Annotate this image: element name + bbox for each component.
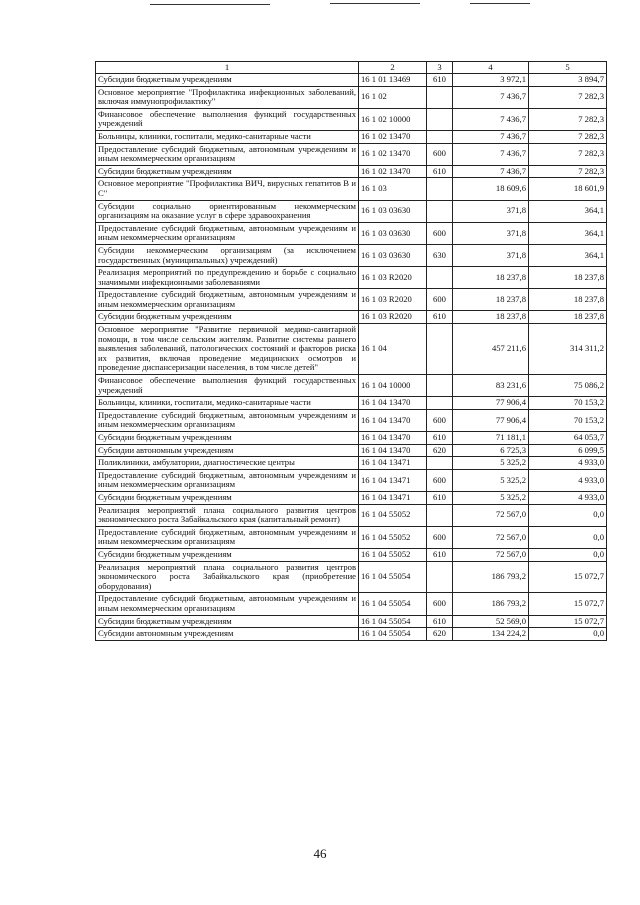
row-name-cell: Предоставление субсидий бюджетным, автономным учреждениям и иным некоммерческим организациям [96, 409, 359, 431]
row-vr-cell: 600 [427, 143, 453, 165]
row-code-cell: 16 1 04 13470 [359, 397, 427, 410]
row-name-cell: Основное мероприятие "Профилактика инфекционных заболеваний, включая иммунопрофилактику" [96, 86, 359, 108]
row-value-2021-cell: 77 906,4 [453, 397, 529, 410]
row-value-2022-cell: 4 933,0 [529, 469, 607, 491]
table-row [96, 491, 607, 504]
table-row [96, 324, 607, 375]
table-row [96, 244, 607, 266]
row-code-cell: 16 1 04 13471 [359, 491, 427, 504]
row-value-2021-cell: 72 567,0 [453, 548, 529, 561]
row-value-2022-cell: 15 072,7 [529, 615, 607, 628]
row-value-2022-cell: 364,1 [529, 244, 607, 266]
header-row [96, 62, 607, 74]
row-value-2021-cell: 7 436,7 [453, 130, 529, 143]
row-code-cell: 16 1 03 R2020 [359, 267, 427, 289]
row-code-cell: 16 1 03 03630 [359, 244, 427, 266]
table-row [96, 444, 607, 457]
row-name-cell: Реализация мероприятий плана социального развития центров экономического роста Забайкальского края (капитальный ремонт) [96, 504, 359, 526]
row-vr-cell [427, 130, 453, 143]
row-name-cell: Субсидии автономным учреждениям [96, 628, 359, 641]
table-row [96, 165, 607, 178]
row-value-2022-cell: 7 282,3 [529, 143, 607, 165]
row-value-2021-cell: 72 567,0 [453, 526, 529, 548]
table-row [96, 457, 607, 470]
row-code-cell: 16 1 04 13471 [359, 457, 427, 470]
row-value-2022-cell: 7 282,3 [529, 130, 607, 143]
table-row [96, 74, 607, 87]
row-code-cell: 16 1 04 55054 [359, 628, 427, 641]
row-vr-cell: 620 [427, 444, 453, 457]
row-name-cell: Субсидии социально ориентированным некоммерческим организациям на оказание услуг в сфере здравоохранения [96, 200, 359, 222]
row-value-2021-cell: 7 436,7 [453, 143, 529, 165]
row-value-2022-cell: 75 086,2 [529, 375, 607, 397]
row-vr-cell [427, 86, 453, 108]
row-value-2021-cell: 457 211,6 [453, 324, 529, 375]
row-vr-cell [427, 324, 453, 375]
table-row [96, 548, 607, 561]
header-cell: 3 [427, 62, 453, 74]
row-vr-cell: 610 [427, 491, 453, 504]
row-vr-cell [427, 178, 453, 200]
row-code-cell: 16 1 04 13470 [359, 432, 427, 445]
row-value-2021-cell: 6 725,3 [453, 444, 529, 457]
row-value-2021-cell: 71 181,1 [453, 432, 529, 445]
row-name-cell: Основное мероприятие "Профилактика ВИЧ, вирусных гепатитов В и С" [96, 178, 359, 200]
row-value-2022-cell: 364,1 [529, 222, 607, 244]
row-value-2021-cell: 5 325,2 [453, 457, 529, 470]
row-vr-cell: 600 [427, 409, 453, 431]
row-name-cell: Предоставление субсидий бюджетным, автономным учреждениям и иным некоммерческим организациям [96, 469, 359, 491]
table-row [96, 143, 607, 165]
table-row [96, 469, 607, 491]
table-body [96, 74, 607, 641]
table-row [96, 311, 607, 324]
row-vr-cell: 600 [427, 289, 453, 311]
row-value-2021-cell: 77 906,4 [453, 409, 529, 431]
row-vr-cell: 610 [427, 165, 453, 178]
row-vr-cell: 610 [427, 311, 453, 324]
scan-mark [470, 3, 530, 4]
row-code-cell: 16 1 03 03630 [359, 200, 427, 222]
row-code-cell: 16 1 01 13469 [359, 74, 427, 87]
row-value-2022-cell: 7 282,3 [529, 108, 607, 130]
row-name-cell: Предоставление субсидий бюджетным, автономным учреждениям и иным некоммерческим организациям [96, 289, 359, 311]
scan-mark [150, 4, 270, 5]
row-code-cell: 16 1 03 [359, 178, 427, 200]
row-vr-cell [427, 267, 453, 289]
row-value-2021-cell: 5 325,2 [453, 469, 529, 491]
row-name-cell: Больницы, клиники, госпитали, медико-санитарные части [96, 130, 359, 143]
row-vr-cell: 600 [427, 222, 453, 244]
header-cell: 4 [453, 62, 529, 74]
row-value-2022-cell: 64 053,7 [529, 432, 607, 445]
row-name-cell: Предоставление субсидий бюджетным, автономным учреждениям и иным некоммерческим организациям [96, 593, 359, 615]
row-value-2021-cell: 52 569,0 [453, 615, 529, 628]
row-code-cell: 16 1 02 13470 [359, 130, 427, 143]
table-row [96, 289, 607, 311]
row-vr-cell: 600 [427, 526, 453, 548]
row-value-2022-cell: 0,0 [529, 628, 607, 641]
table-row [96, 615, 607, 628]
row-value-2022-cell: 7 282,3 [529, 86, 607, 108]
row-value-2022-cell: 18 237,8 [529, 289, 607, 311]
row-vr-cell [427, 561, 453, 593]
budget-table [95, 61, 607, 641]
row-name-cell: Финансовое обеспечение выполнения функций государственных учреждений [96, 108, 359, 130]
table-row [96, 375, 607, 397]
row-value-2022-cell: 18 237,8 [529, 267, 607, 289]
table-row [96, 130, 607, 143]
row-value-2022-cell: 3 894,7 [529, 74, 607, 87]
row-code-cell: 16 1 04 55052 [359, 526, 427, 548]
row-name-cell: Субсидии бюджетным учреждениям [96, 311, 359, 324]
row-name-cell: Предоставление субсидий бюджетным, автономным учреждениям и иным некоммерческим организациям [96, 143, 359, 165]
row-name-cell: Субсидии автономным учреждениям [96, 444, 359, 457]
row-name-cell: Реализация мероприятий плана социального развития центров экономического роста Забайкальского края (приобретение оборудования) [96, 561, 359, 593]
row-code-cell: 16 1 03 03630 [359, 222, 427, 244]
header-cell: 5 [529, 62, 607, 74]
row-value-2022-cell: 0,0 [529, 526, 607, 548]
row-value-2022-cell: 314 311,2 [529, 324, 607, 375]
row-value-2021-cell: 18 237,8 [453, 267, 529, 289]
row-value-2021-cell: 371,8 [453, 200, 529, 222]
row-value-2021-cell: 186 793,2 [453, 593, 529, 615]
row-value-2021-cell: 7 436,7 [453, 86, 529, 108]
row-name-cell: Субсидии бюджетным учреждениям [96, 615, 359, 628]
row-vr-cell [427, 108, 453, 130]
row-name-cell: Больницы, клиники, госпитали, медико-санитарные части [96, 397, 359, 410]
row-code-cell: 16 1 04 55054 [359, 561, 427, 593]
row-code-cell: 16 1 02 10000 [359, 108, 427, 130]
row-value-2022-cell: 364,1 [529, 200, 607, 222]
row-value-2022-cell: 70 153,2 [529, 397, 607, 410]
row-code-cell: 16 1 04 55052 [359, 504, 427, 526]
row-vr-cell [427, 457, 453, 470]
row-code-cell: 16 1 04 13470 [359, 444, 427, 457]
row-code-cell: 16 1 04 55052 [359, 548, 427, 561]
header-cell: 2 [359, 62, 427, 74]
table-row [96, 432, 607, 445]
row-value-2022-cell: 7 282,3 [529, 165, 607, 178]
row-name-cell: Основное мероприятие "Развитие первичной медико-санитарной помощи, в том числе сельским жителям. Развитие системы раннего выявления заболеваний, патологических состояний и факторов риска их развития, включая проведение медицинских осмотров и проведение диспансеризации населения, в том числе детей" [96, 324, 359, 375]
row-vr-cell [427, 397, 453, 410]
row-vr-cell: 630 [427, 244, 453, 266]
row-code-cell: 16 1 04 10000 [359, 375, 427, 397]
row-code-cell: 16 1 02 [359, 86, 427, 108]
row-value-2022-cell: 18 237,8 [529, 311, 607, 324]
row-code-cell: 16 1 04 13470 [359, 409, 427, 431]
row-value-2022-cell: 15 072,7 [529, 593, 607, 615]
row-name-cell: Поликлиники, амбулатории, диагностические центры [96, 457, 359, 470]
row-vr-cell [427, 200, 453, 222]
row-value-2022-cell: 4 933,0 [529, 491, 607, 504]
row-value-2022-cell: 6 099,5 [529, 444, 607, 457]
header-cell: 1 [96, 62, 359, 74]
row-vr-cell: 600 [427, 469, 453, 491]
table-row [96, 222, 607, 244]
row-value-2022-cell: 4 933,0 [529, 457, 607, 470]
row-name-cell: Субсидии бюджетным учреждениям [96, 74, 359, 87]
row-name-cell: Предоставление субсидий бюджетным, автономным учреждениям и иным некоммерческим организациям [96, 222, 359, 244]
row-value-2022-cell: 70 153,2 [529, 409, 607, 431]
row-code-cell: 16 1 04 55054 [359, 593, 427, 615]
row-vr-cell [427, 375, 453, 397]
row-value-2022-cell: 0,0 [529, 548, 607, 561]
row-value-2022-cell: 0,0 [529, 504, 607, 526]
row-name-cell: Реализация мероприятий по предупреждению и борьбе с социально значимыми инфекционными заболеваниями [96, 267, 359, 289]
row-name-cell: Субсидии бюджетным учреждениям [96, 165, 359, 178]
row-vr-cell [427, 504, 453, 526]
row-code-cell: 16 1 04 55054 [359, 615, 427, 628]
row-code-cell: 16 1 02 13470 [359, 143, 427, 165]
row-value-2021-cell: 5 325,2 [453, 491, 529, 504]
row-value-2021-cell: 18 237,8 [453, 311, 529, 324]
row-code-cell: 16 1 03 R2020 [359, 289, 427, 311]
table-row [96, 526, 607, 548]
table-row [96, 628, 607, 641]
table-row [96, 200, 607, 222]
row-value-2022-cell: 18 601,9 [529, 178, 607, 200]
row-name-cell: Финансовое обеспечение выполнения функций государственных учреждений [96, 375, 359, 397]
row-vr-cell: 610 [427, 74, 453, 87]
table-row [96, 108, 607, 130]
row-code-cell: 16 1 04 [359, 324, 427, 375]
row-value-2021-cell: 371,8 [453, 244, 529, 266]
row-value-2021-cell: 72 567,0 [453, 504, 529, 526]
row-code-cell: 16 1 04 13471 [359, 469, 427, 491]
row-code-cell: 16 1 03 R2020 [359, 311, 427, 324]
table-row [96, 86, 607, 108]
row-name-cell: Субсидии бюджетным учреждениям [96, 432, 359, 445]
row-value-2021-cell: 18 609,6 [453, 178, 529, 200]
scan-mark [330, 3, 420, 4]
row-value-2021-cell: 3 972,1 [453, 74, 529, 87]
table-row [96, 593, 607, 615]
row-vr-cell: 610 [427, 548, 453, 561]
row-code-cell: 16 1 02 13470 [359, 165, 427, 178]
table-row [96, 504, 607, 526]
table-row [96, 561, 607, 593]
table-row [96, 267, 607, 289]
table-row [96, 397, 607, 410]
row-value-2021-cell: 7 436,7 [453, 165, 529, 178]
row-name-cell: Субсидии бюджетным учреждениям [96, 548, 359, 561]
row-value-2021-cell: 186 793,2 [453, 561, 529, 593]
row-value-2021-cell: 83 231,6 [453, 375, 529, 397]
row-vr-cell: 600 [427, 593, 453, 615]
row-value-2021-cell: 371,8 [453, 222, 529, 244]
table-row [96, 178, 607, 200]
row-name-cell: Субсидии некоммерческим организациям (за исключением государственных (муниципальных) учреждений) [96, 244, 359, 266]
row-vr-cell: 610 [427, 432, 453, 445]
row-name-cell: Субсидии бюджетным учреждениям [96, 491, 359, 504]
page-number: 46 [313, 846, 327, 861]
row-value-2021-cell: 7 436,7 [453, 108, 529, 130]
row-vr-cell: 620 [427, 628, 453, 641]
row-vr-cell: 610 [427, 615, 453, 628]
table-row [96, 409, 607, 431]
row-value-2021-cell: 134 224,2 [453, 628, 529, 641]
row-value-2021-cell: 18 237,8 [453, 289, 529, 311]
row-value-2022-cell: 15 072,7 [529, 561, 607, 593]
row-name-cell: Предоставление субсидий бюджетным, автономным учреждениям и иным некоммерческим организациям [96, 526, 359, 548]
